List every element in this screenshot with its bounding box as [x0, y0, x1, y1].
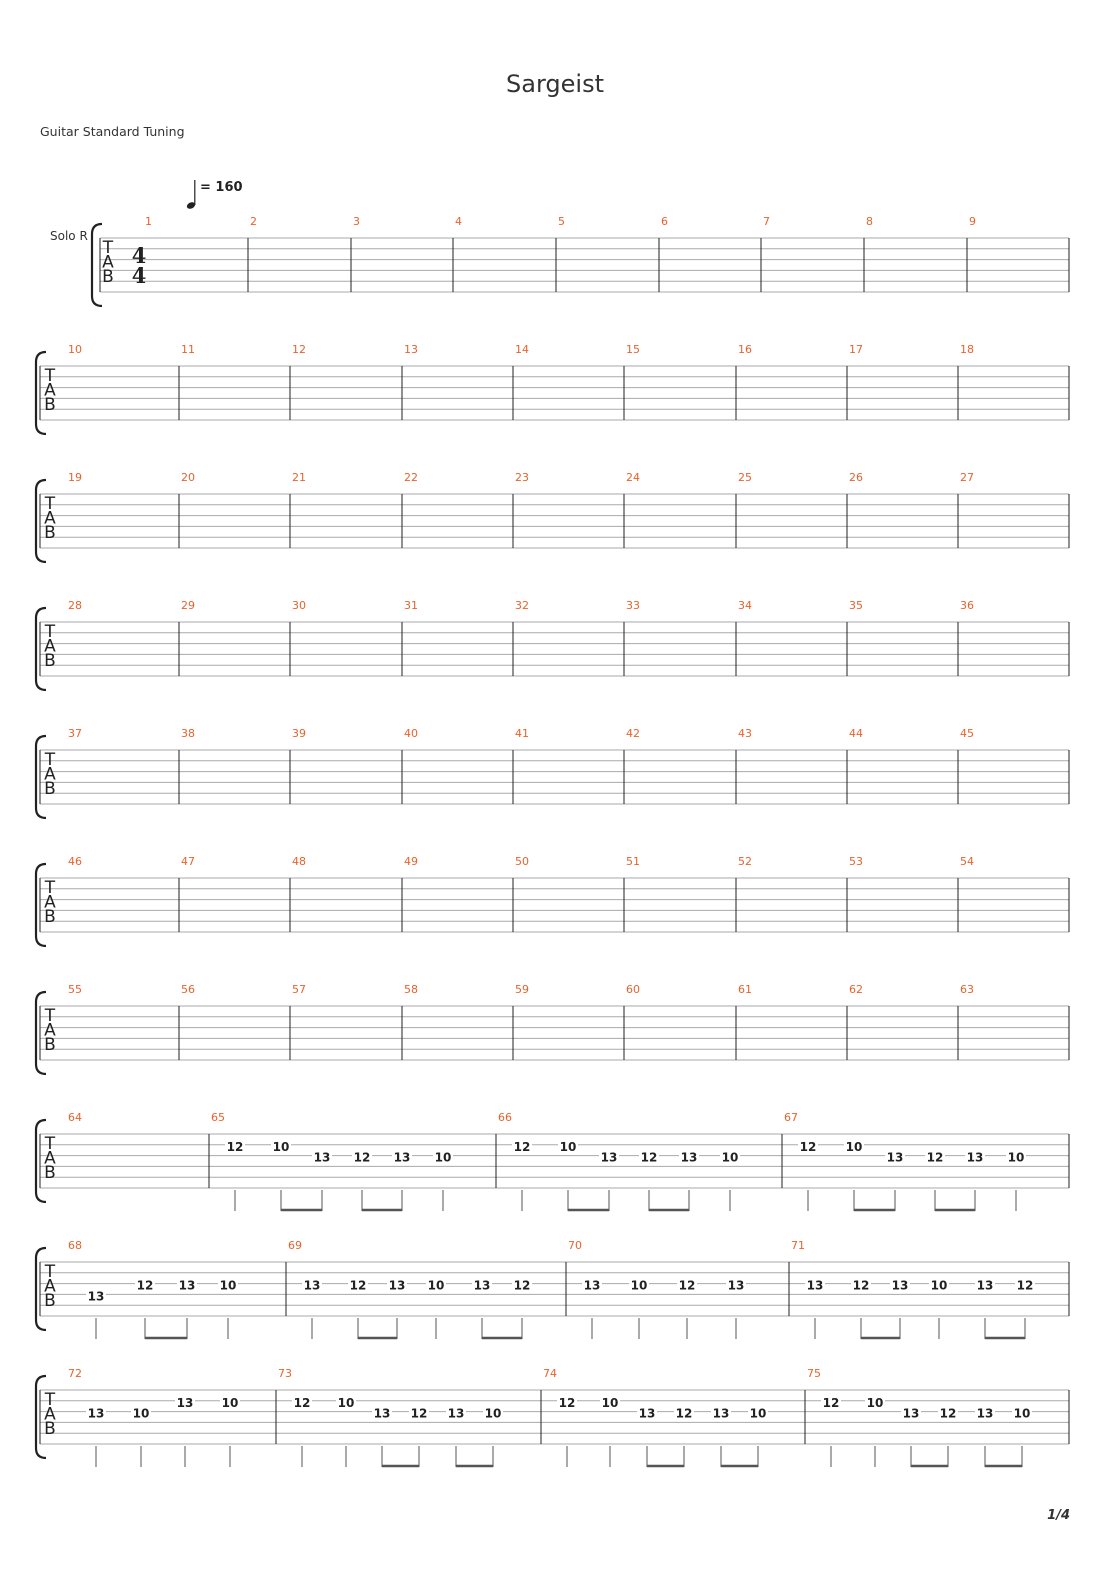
fret-note: 13: [966, 1150, 984, 1165]
measure-number: 72: [68, 1367, 82, 1380]
fret-note: 13: [87, 1289, 105, 1304]
tab-clef-letter: B: [44, 1035, 56, 1055]
tab-clef-letter: A: [44, 764, 56, 785]
tab-clef-letter: A: [44, 892, 56, 913]
measure-number: 49: [404, 855, 418, 868]
tab-clef-letter: T: [44, 1390, 56, 1410]
measure-number: 12: [292, 343, 306, 356]
fret-note: 12: [293, 1395, 311, 1410]
fret-note: 12: [939, 1406, 957, 1421]
tab-clef-letter: A: [44, 1404, 56, 1425]
measure-number: 47: [181, 855, 195, 868]
fret-note: 12: [136, 1278, 154, 1293]
measure-number: 3: [353, 215, 360, 228]
tab-clef-letter: B: [102, 267, 114, 287]
measure-number: 51: [626, 855, 640, 868]
measure-number: 35: [849, 599, 863, 612]
fret-note: 10: [866, 1395, 884, 1410]
time-signature-bottom: 4: [131, 263, 147, 288]
tab-system: [36, 599, 1069, 690]
fret-note: 13: [583, 1278, 601, 1293]
measure-number: 43: [738, 727, 752, 740]
measure-number: 50: [515, 855, 529, 868]
fret-note: 10: [337, 1395, 355, 1410]
fret-note: 12: [675, 1406, 693, 1421]
measure-number: 24: [626, 471, 640, 484]
measure-number: 54: [960, 855, 974, 868]
fret-note: 12: [558, 1395, 576, 1410]
fret-note: 13: [393, 1150, 411, 1165]
tab-system: [36, 855, 1069, 946]
measure-number: 15: [626, 343, 640, 356]
tab-clef-letter: A: [44, 1276, 56, 1297]
tab-clef-letter: B: [44, 651, 56, 671]
fret-note: 10: [749, 1406, 767, 1421]
fret-note: 13: [891, 1278, 909, 1293]
tab-system: [36, 343, 1069, 434]
fret-note: 13: [727, 1278, 745, 1293]
measure-number: 16: [738, 343, 752, 356]
fret-note: 10: [484, 1406, 502, 1421]
fret-note: 10: [559, 1139, 577, 1154]
measure-number: 44: [849, 727, 863, 740]
measure-number: 74: [543, 1367, 557, 1380]
measure-number: 66: [498, 1111, 512, 1124]
fret-note: 10: [630, 1278, 648, 1293]
fret-note: 13: [886, 1150, 904, 1165]
measure-number: 5: [558, 215, 565, 228]
fret-note: 10: [721, 1150, 739, 1165]
tab-clef-letter: A: [44, 636, 56, 657]
measure-number: 9: [969, 215, 976, 228]
score-title: Sargeist: [506, 70, 604, 98]
tab-clef-letter: T: [44, 1262, 56, 1282]
tab-clef-letter: A: [44, 380, 56, 401]
fret-note: 13: [87, 1406, 105, 1421]
measure-number: 41: [515, 727, 529, 740]
fret-note: 12: [410, 1406, 428, 1421]
fret-note: 12: [513, 1278, 531, 1293]
measure-number: 22: [404, 471, 418, 484]
fret-note: 13: [373, 1406, 391, 1421]
fret-note: 13: [447, 1406, 465, 1421]
tab-system: [36, 1367, 1069, 1467]
fret-note: 12: [513, 1139, 531, 1154]
measure-number: 67: [784, 1111, 798, 1124]
measure-number: 31: [404, 599, 418, 612]
measure-number: 69: [288, 1239, 302, 1252]
tab-clef-letter: B: [44, 1291, 56, 1311]
fret-note: 13: [638, 1406, 656, 1421]
fret-note: 13: [680, 1150, 698, 1165]
fret-note: 12: [822, 1395, 840, 1410]
fret-note: 12: [926, 1150, 944, 1165]
fret-note: 10: [601, 1395, 619, 1410]
tab-clef-letter: T: [44, 1134, 56, 1154]
fret-note: 10: [427, 1278, 445, 1293]
measure-number: 6: [661, 215, 668, 228]
measure-number: 65: [211, 1111, 225, 1124]
tab-clef-letter: A: [102, 252, 114, 273]
measure-number: 17: [849, 343, 863, 356]
tab-clef-letter: A: [44, 508, 56, 529]
page-number: 1/4: [1047, 1508, 1070, 1523]
fret-note: 10: [132, 1406, 150, 1421]
tab-clef-letter: B: [44, 907, 56, 927]
measure-number: 10: [68, 343, 82, 356]
measure-number: 52: [738, 855, 752, 868]
fret-note: 12: [226, 1139, 244, 1154]
measure-number: 7: [763, 215, 770, 228]
measure-number: 37: [68, 727, 82, 740]
measure-number: 19: [68, 471, 82, 484]
measure-number: 40: [404, 727, 418, 740]
measure-number: 73: [278, 1367, 292, 1380]
fret-note: 13: [902, 1406, 920, 1421]
measure-number: 38: [181, 727, 195, 740]
measure-number: 14: [515, 343, 529, 356]
measure-number: 25: [738, 471, 752, 484]
fret-note: 12: [353, 1150, 371, 1165]
measure-number: 11: [181, 343, 195, 356]
measure-number: 53: [849, 855, 863, 868]
measure-number: 39: [292, 727, 306, 740]
measure-number: 60: [626, 983, 640, 996]
measure-number: 62: [849, 983, 863, 996]
fret-note: 12: [678, 1278, 696, 1293]
fret-note: 10: [1007, 1150, 1025, 1165]
tab-clef-letter: T: [44, 1006, 56, 1026]
tab-clef-letter: T: [44, 622, 56, 642]
fret-note: 10: [845, 1139, 863, 1154]
measure-number: 26: [849, 471, 863, 484]
tab-clef-letter: T: [102, 238, 114, 258]
measure-number: 1: [145, 215, 152, 228]
measure-number: 55: [68, 983, 82, 996]
fret-note: 13: [178, 1278, 196, 1293]
tab-clef-letter: B: [44, 1419, 56, 1439]
fret-note: 13: [176, 1395, 194, 1410]
tab-clef-letter: B: [44, 395, 56, 415]
tab-system: [36, 1239, 1069, 1339]
measure-number: 63: [960, 983, 974, 996]
measure-number: 2: [250, 215, 257, 228]
tab-clef-letter: B: [44, 779, 56, 799]
tab-clef-letter: T: [44, 494, 56, 514]
tab-system: [36, 471, 1069, 562]
tab-system: [36, 727, 1069, 818]
fret-note: 13: [388, 1278, 406, 1293]
tab-clef-letter: T: [44, 878, 56, 898]
fret-note: 10: [930, 1278, 948, 1293]
measure-number: 32: [515, 599, 529, 612]
measure-number: 18: [960, 343, 974, 356]
measure-number: 61: [738, 983, 752, 996]
measure-number: 27: [960, 471, 974, 484]
fret-note: 13: [806, 1278, 824, 1293]
measure-number: 29: [181, 599, 195, 612]
measure-number: 23: [515, 471, 529, 484]
measure-number: 4: [455, 215, 462, 228]
fret-note: 10: [1013, 1406, 1031, 1421]
measure-number: 48: [292, 855, 306, 868]
measure-number: 42: [626, 727, 640, 740]
track-name: Solo R: [50, 229, 88, 243]
fret-note: 10: [434, 1150, 452, 1165]
measure-number: 59: [515, 983, 529, 996]
fret-note: 13: [600, 1150, 618, 1165]
time-signature-top: 4: [131, 243, 147, 268]
fret-note: 13: [976, 1278, 994, 1293]
tab-clef-letter: T: [44, 366, 56, 386]
tab-system: [92, 215, 1069, 306]
tempo-value: = 160: [200, 180, 243, 195]
measure-number: 57: [292, 983, 306, 996]
tab-clef-letter: B: [44, 1163, 56, 1183]
measure-number: 45: [960, 727, 974, 740]
measure-number: 36: [960, 599, 974, 612]
tab-system: [36, 1111, 1069, 1211]
tab-clef-letter: A: [44, 1020, 56, 1041]
fret-note: 10: [272, 1139, 290, 1154]
fret-note: 13: [303, 1278, 321, 1293]
fret-note: 13: [712, 1406, 730, 1421]
measure-number: 64: [68, 1111, 82, 1124]
measure-number: 20: [181, 471, 195, 484]
measure-number: 28: [68, 599, 82, 612]
measure-number: 34: [738, 599, 752, 612]
measure-number: 71: [791, 1239, 805, 1252]
measure-number: 75: [807, 1367, 821, 1380]
fret-note: 12: [1016, 1278, 1034, 1293]
tab-system: [36, 983, 1069, 1074]
measure-number: 30: [292, 599, 306, 612]
measure-number: 21: [292, 471, 306, 484]
fret-note: 13: [976, 1406, 994, 1421]
measure-number: 13: [404, 343, 418, 356]
fret-note: 12: [640, 1150, 658, 1165]
measure-number: 68: [68, 1239, 82, 1252]
tab-clef-letter: T: [44, 750, 56, 770]
fret-note: 12: [349, 1278, 367, 1293]
fret-note: 10: [221, 1395, 239, 1410]
measure-number: 33: [626, 599, 640, 612]
fret-note: 13: [473, 1278, 491, 1293]
measure-number: 70: [568, 1239, 582, 1252]
fret-note: 13: [313, 1150, 331, 1165]
measure-number: 58: [404, 983, 418, 996]
fret-note: 10: [219, 1278, 237, 1293]
measure-number: 8: [866, 215, 873, 228]
fret-note: 12: [799, 1139, 817, 1154]
fret-note: 12: [852, 1278, 870, 1293]
measure-number: 56: [181, 983, 195, 996]
tuning-label: Guitar Standard Tuning: [40, 124, 185, 139]
tab-clef-letter: B: [44, 523, 56, 543]
tab-clef-letter: A: [44, 1148, 56, 1169]
measure-number: 46: [68, 855, 82, 868]
